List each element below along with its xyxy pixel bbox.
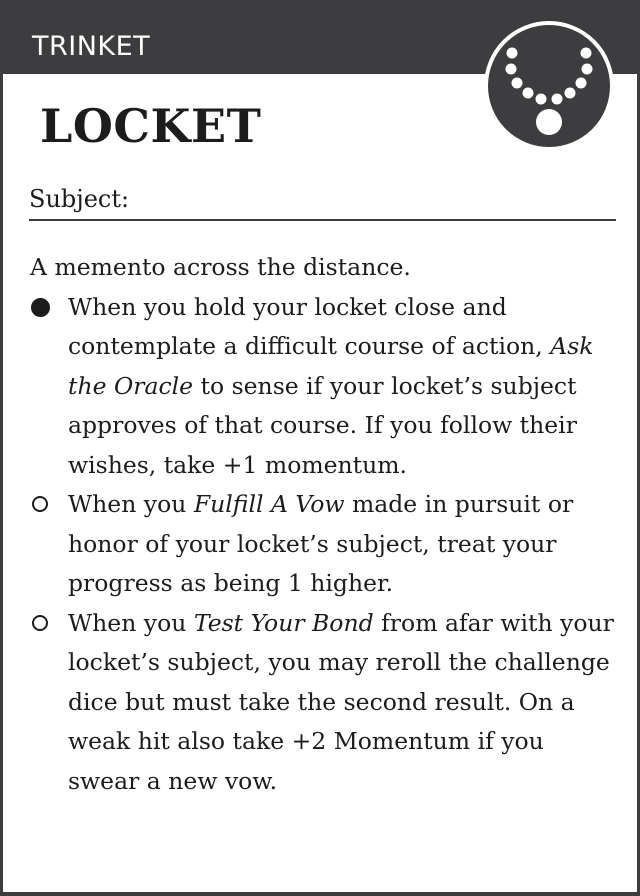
ability-2-text: When you Fulfill A Vow made in pursuit or honor of your locket’s subject, treat your progress as being 1 higher. (68, 490, 574, 597)
move-ask-the-oracle: Ask the Oracle (68, 332, 594, 400)
ability-2 (30, 485, 620, 604)
move-test-your-bond: Test Your Bond (193, 608, 374, 637)
move-fulfill-a-vow: Fulfill A Vow (193, 490, 345, 518)
ability-1-text: When you hold your locket close and contemplate a difficult course of action, Ask the Oracle to sense if your locket’s subject approves of that course. If you follow their wishes, take +1 momentum. (68, 292, 594, 479)
asset-type-label: TRINKET (32, 31, 151, 62)
ability-1 (30, 288, 620, 486)
necklace-icon (483, 20, 615, 152)
ability-3 (30, 604, 620, 802)
subject-field[interactable] (29, 183, 616, 221)
ability-2-checkbox[interactable] (32, 496, 48, 512)
ability-3-checkbox[interactable] (32, 615, 48, 631)
card-description: A memento across the distance. (30, 253, 411, 281)
card-body (30, 248, 620, 801)
ability-1-checkbox[interactable] (31, 298, 50, 317)
card-title: LOCKET (40, 99, 262, 153)
subject-label: Subject: (29, 185, 130, 213)
ability-3-text: When you Test Your Bond from afar with your locket’s subject, you may reroll the challenge dice but must take the second result. On a weak hit also take +2 Momentum if you swear a new vow. (68, 608, 614, 795)
